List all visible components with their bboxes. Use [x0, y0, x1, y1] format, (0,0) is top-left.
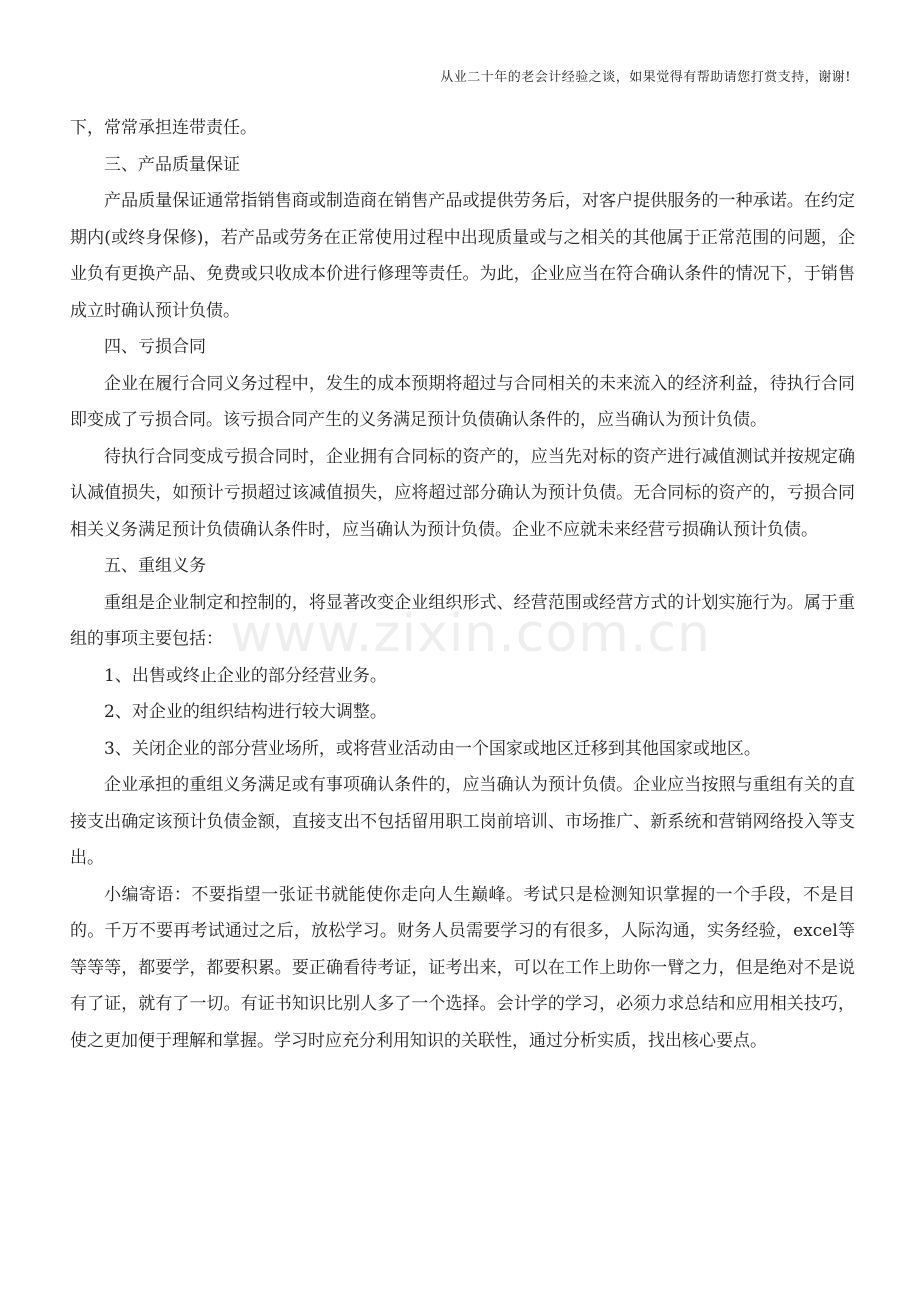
section-heading-restructuring: 五、重组义务 [104, 556, 206, 576]
list-item: 1、出售或终止企业的部分经营业务。 [104, 665, 387, 686]
paragraph-continuation: 下，常常承担连带责任。 [70, 118, 257, 138]
paragraph: 重组是企业制定和控制的，将显著改变企业组织形式、经营范围或经营方式的计划实施行为。属于重组的事项主要包括： [70, 592, 855, 649]
watermark: www.zixin.com.cn [230, 604, 711, 664]
paragraph: 企业承担的重组义务满足或有事项确认条件的，应当确认为预计负债。企业应当按照与重组有关的直接支出确定该预计负债金额，直接支出不包括留用职工岗前培训、市场推广、新系统和营销网络投入等支出。 [70, 775, 855, 868]
list-item: 3、关闭企业的部分营业场所，或将营业活动由一个国家或地区迁移到其他国家或地区。 [104, 738, 761, 759]
section-heading-loss-contract: 四、亏损合同 [104, 337, 206, 357]
editor-note-paragraph: 小编寄语：不要指望一张证书就能使你走向人生巅峰。考试只是检测知识掌握的一个手段，不是目的。千万不要再考试通过之后，放松学习。财务人员需要学习的有很多，人际沟通，实务经验，excel等等等等，都要学，都要积累。要正确看待考证，证考出来，可以在工作上助你一臂之力，但是绝对不是说有了证，就有了一切。有证书知识比别人多了一个选择。会计学的学习，必须力求总结和应用相关技巧，使之更加便于理解和掌握。学习时应充分利用知识的关联性，通过分析实质，找出核心要点。 [70, 884, 855, 1051]
paragraph: 产品质量保证通常指销售商或制造商在销售产品或提供劳务后，对客户提供服务的一种承诺。在约定期内(或终身保修)，若产品或劳务在正常使用过程中出现质量或与之相关的其他属于正常范围的问题，企业负有更换产品、免费或只收成本价进行修理等责任。为此，企业应当在符合确认条件的情况下，于销售成立时确认预计负债。 [70, 191, 855, 321]
document-body [70, 110, 855, 1059]
paragraph: 企业在履行合同义务过程中，发生的成本预期将超过与合同相关的未来流入的经济利益，待执行合同即变成了亏损合同。该亏损合同产生的义务满足预计负债确认条件的，应当确认为预计负债。 [70, 373, 855, 430]
section-heading-product-quality: 三、产品质量保证 [104, 154, 240, 175]
paragraph: 待执行合同变成亏损合同时，企业拥有合同标的资产的，应当先对标的资产进行减值测试并按规定确认减值损失，如预计亏损超过该减值损失，应将超过部分确认为预计负债。无合同标的资产的，亏损合同相关义务满足预计负债确认条件时，应当确认为预计负债。企业不应就未来经营亏损确认预计负债。 [70, 446, 855, 540]
header-note: 从业二十年的老会计经验之谈，如果觉得有帮助请您打赏支持，谢谢! [440, 70, 851, 85]
list-item: 2、对企业的组织结构进行较大调整。 [104, 702, 387, 722]
